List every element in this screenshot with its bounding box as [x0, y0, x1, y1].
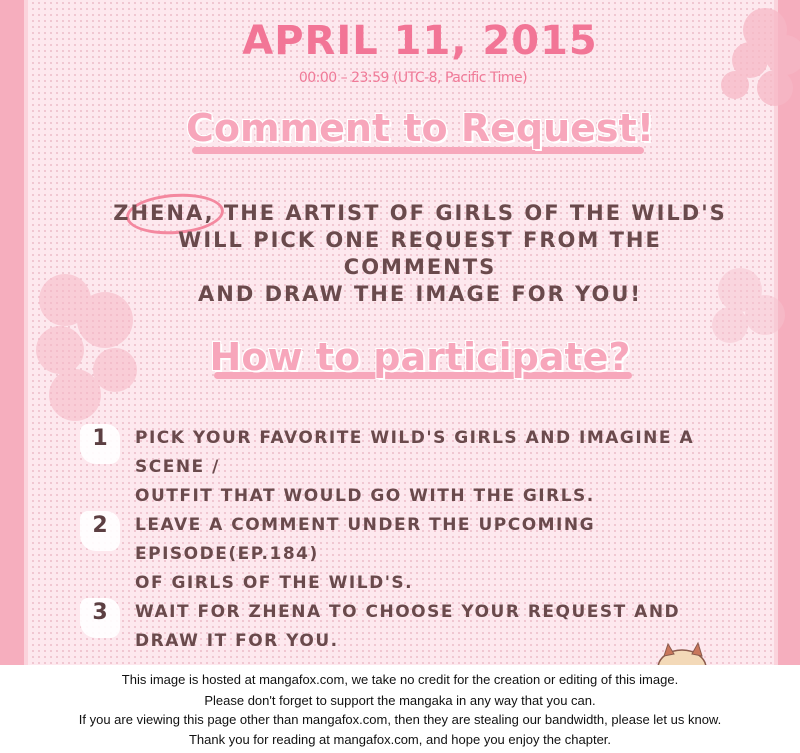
step-line: OF GIRLS OF THE WILD'S. [135, 573, 414, 593]
step-line: PICK YOUR FAVORITE WILD'S GIRLS AND IMAGINE A SCENE / [135, 428, 695, 477]
poster-frame-right [778, 0, 800, 665]
intro-text [110, 200, 730, 308]
step-number: 3 [92, 600, 108, 625]
footer-line: Thank you for reading at mangafox.com, and hope you enjoy the chapter. [188, 732, 612, 747]
footer-line: Please don't forget to support the mangaka in any way that you can. [204, 693, 596, 708]
step-text [135, 424, 765, 511]
hosting-notice-footer [0, 665, 800, 753]
step-line: OUTFIT THAT WOULD GO WITH THE GIRLS. [135, 486, 595, 506]
step-line: DRAW IT FOR YOU. [135, 631, 339, 651]
mascot-character-icon [652, 640, 712, 665]
event-date: APRIL 11, 2015 [242, 18, 598, 64]
intro-line: AND DRAW THE IMAGE FOR YOU! [198, 282, 642, 306]
poster-frame-left [0, 0, 24, 665]
footer-line: This image is hosted at mangafox.com, we take no credit for the creation or editing of this image. [121, 672, 679, 687]
step-line: LEAVE A COMMENT UNDER THE UPCOMING EPISODE(EP.184) [135, 515, 596, 564]
comment-to-request-heading: Comment to Request! [185, 106, 655, 150]
step-text [135, 511, 765, 598]
poster-frame-left-inner [24, 0, 28, 665]
intro-line: WILL PICK ONE REQUEST FROM THE COMMENTS [178, 228, 662, 279]
step-number: 1 [92, 426, 108, 451]
footer-line: If you are viewing this page other than mangafox.com, then they are stealing our bandwidth, please let us know. [78, 712, 722, 727]
intro-line: ZHENA, THE ARTIST OF GIRLS OF THE WILD'S [113, 201, 727, 225]
how-to-participate-heading: How to participate? [209, 335, 631, 379]
step-number: 2 [92, 513, 108, 538]
event-time: 00:00 – 23:59 (UTC-8, Pacific Time) [298, 70, 528, 86]
step-line: WAIT FOR ZHENA TO CHOOSE YOUR REQUEST AND [135, 602, 681, 622]
